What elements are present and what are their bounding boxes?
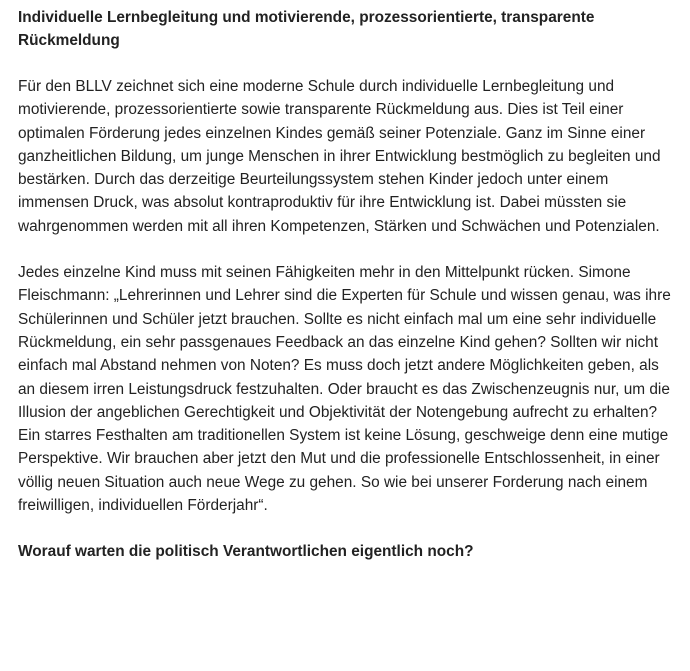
section-heading-lernbegleitung: Individuelle Lernbegleitung und motivierende, prozessorientierte, transparente Rückmeldung bbox=[18, 9, 595, 49]
section-heading-verantwortliche: Worauf warten die politisch Verantwortlichen eigentlich noch? bbox=[18, 543, 474, 561]
paragraph-fleischmann-quote: Jedes einzelne Kind muss mit seinen Fähigkeiten mehr in den Mittelpunkt rücken. Simone Fleischmann: „Lehrerinnen und Lehrer sind die Experten für Schule und wissen genau, was ihre Schülerinnen und Schüler jetzt brauchen. Sollte es nicht einfach mal um eine sehr individuelle Rückmeldung, ein sehr passgenaues Feedback an das einzelne Kind gehen? Sollten wir nicht einfach mal Abstand nehmen von Noten? Es muss doch jetzt andere Möglichkeiten geben, als an diesem irren Leistungsdruck festzuhalten. Oder braucht es das Zwischenzeugnis nur, um die Illusion der angeblichen Gerechtigkeit und Objektivität der Notengebung aufrecht zu erhalten? Ein starres Festhalten am traditionellen System ist keine Lösung, geschweige denn eine mutige Perspektive. Wir brauchen aber jetzt den Mut und die professionelle Entschlossenheit, in einer völlig neuen Situation auch neue Wege zu gehen. So wie bei unserer Forderung nach einem freiwilligen, individuellen Förderjahr“. bbox=[18, 264, 671, 515]
paragraph-bllv-moderne-schule: Für den BLLV zeichnet sich eine moderne Schule durch individuelle Lernbegleitung und motivierende, prozessorientierte sowie transparente Rückmeldung aus. Dies ist Teil einer optimalen Förderung jedes einzelnen Kindes gemäß seiner Potenziale. Ganz im Sinne einer ganzheitlichen Bildung, um junge Menschen in ihrer Entwicklung bestmöglich zu begleiten und bestärken. Durch das derzeitige Beurteilungssystem stehen Kinder jedoch unter einem immensen Druck, was absolut kontraproduktiv für ihre Entwicklung ist. Dabei müssten sie wahrgenommen werden mit all ihren Kompetenzen, Stärken und Schwächen und Potenzialen. bbox=[18, 78, 661, 235]
